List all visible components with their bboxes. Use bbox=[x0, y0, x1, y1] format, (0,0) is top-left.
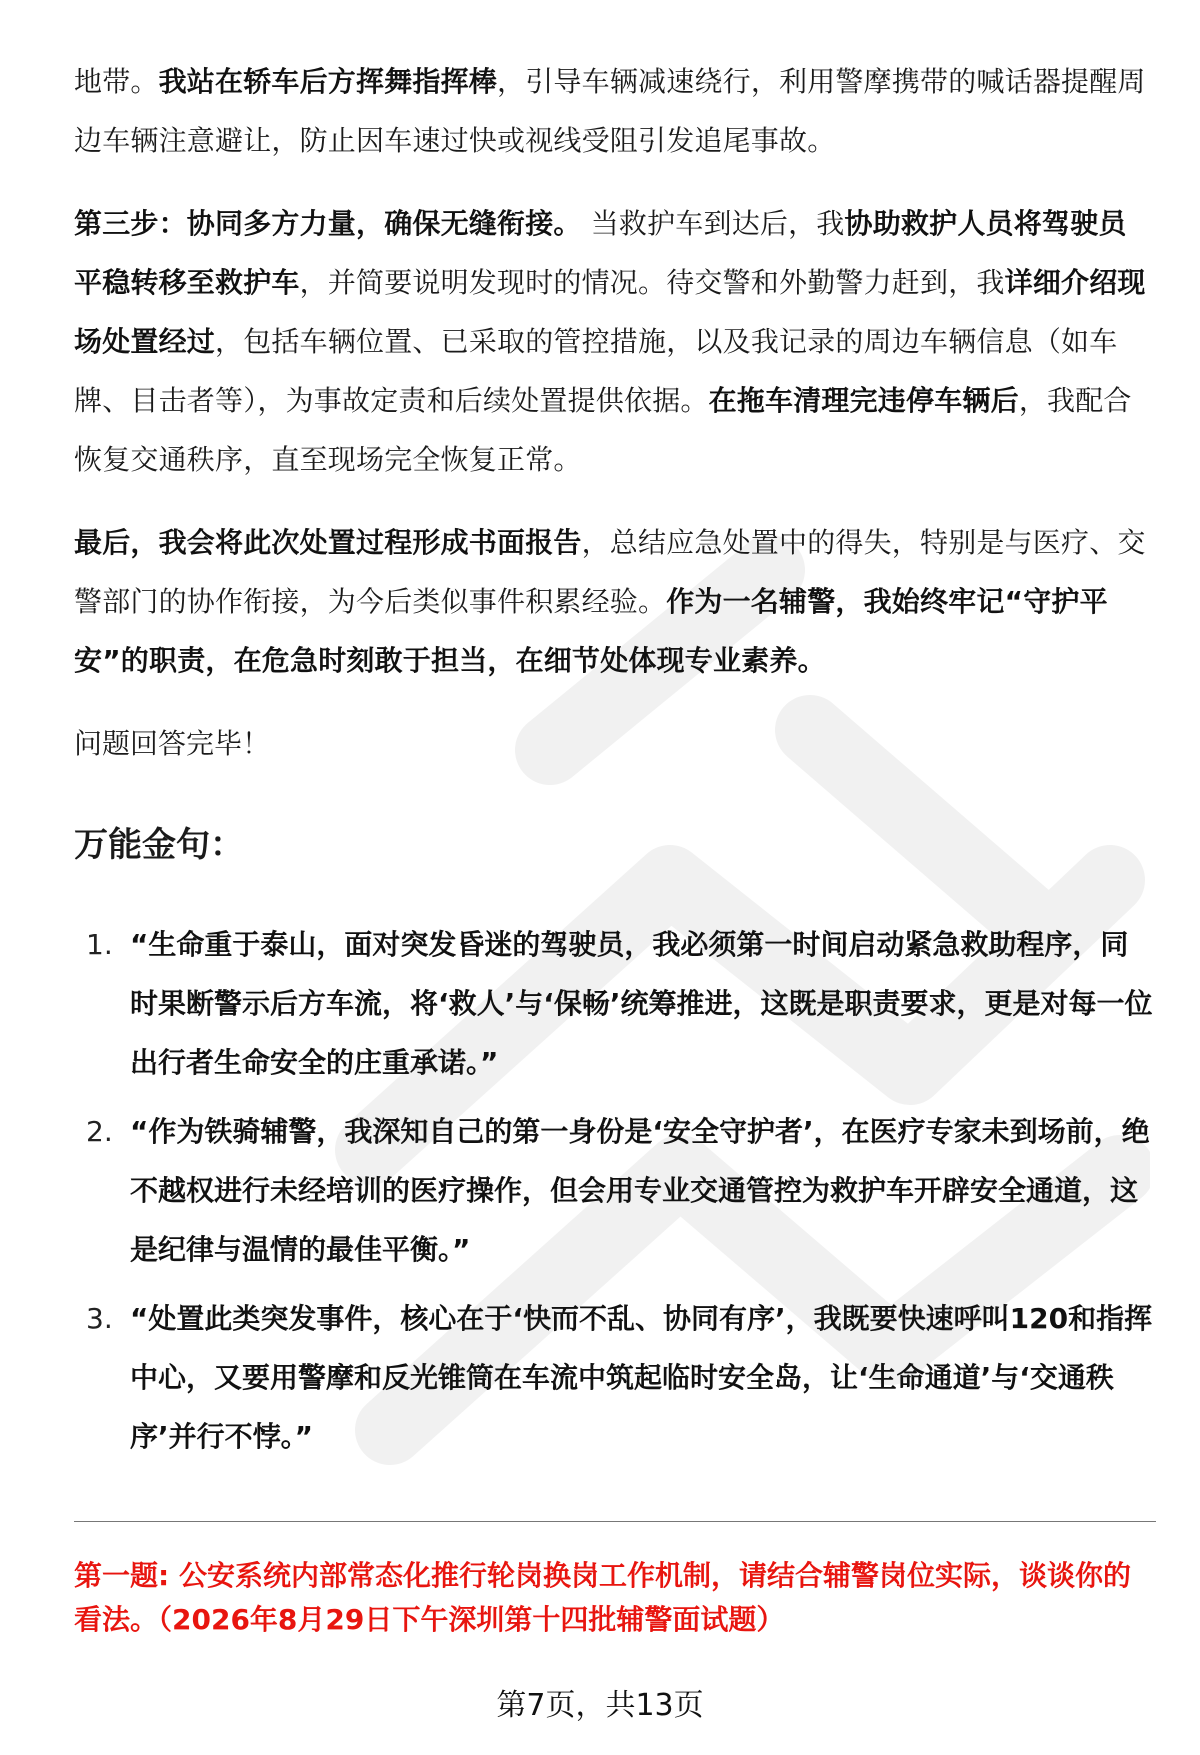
text-span: ，我配合恢复交通秩序，直至现场完全恢复正常。 bbox=[74, 384, 1132, 476]
list-item-text: “作为铁骑辅警，我深知自己的第一身份是‘安全守护者’，在医疗专家未到场前，绝不越权进行未经培训的医疗操作，但会用专业交通管控为救护车开辟安全通道，这是纪律与温情的最佳平衡。” bbox=[130, 1115, 1150, 1266]
text-span: ，包括车辆位置、已采取的管控措施，以及我记录的周边车辆信息（如车牌、目击者等），为事故定责和后续处置提供依据。 bbox=[74, 325, 1118, 417]
list-item-number: 3. bbox=[86, 1302, 113, 1335]
bold-text-span: 最后，我会将此次处置过程形成书面报告 bbox=[74, 526, 582, 559]
list-item-text: “处置此类突发事件，核心在于‘快而不乱、协同有序’，我既要快速呼叫120和指挥中心，又要用警摩和反光锥筒在车流中筑起临时安全岛，让‘生命通道’与‘交通秩序’并行不悖。” bbox=[130, 1302, 1153, 1453]
bold-text-span: 第三步：协同多方力量，确保无缝衔接。 bbox=[74, 207, 582, 240]
bold-text-span: 我站在轿车后方挥舞指挥棒 bbox=[158, 65, 498, 98]
list-item bbox=[74, 1289, 1154, 1466]
text-span: ，引导车辆减速绕行，利用警摩携带的喊话器提醒周边车辆注意避让，防止因车速过快或视线受阻引发追尾事故。 bbox=[74, 65, 1146, 157]
list-item bbox=[74, 915, 1154, 1092]
page-number-footer: 第7页，共13页 bbox=[496, 1688, 704, 1723]
paragraph-finally bbox=[74, 513, 1154, 690]
list-item bbox=[74, 1102, 1154, 1279]
closing-line: 问题回答完毕！ bbox=[74, 727, 271, 760]
list-item-number: 1. bbox=[86, 928, 113, 961]
list-item-text: “生命重于泰山，面对突发昏迷的驾驶员，我必须第一时间启动紧急救助程序，同时果断警示后方车流，将‘救人’与‘保畅’统筹推进，这既是职责要求，更是对每一位出行者生命安全的庄重承诺。” bbox=[130, 928, 1153, 1079]
text-span: ，并简要说明发现时的情况。待交警和外勤警力赶到，我 bbox=[299, 266, 1005, 299]
section-divider bbox=[74, 1521, 1156, 1522]
list-item-number: 2. bbox=[86, 1115, 113, 1148]
golden-sentences-heading: 万能金句： bbox=[74, 825, 244, 865]
main-content bbox=[74, 52, 1154, 1476]
bold-text-span: 协助救护人员将驾驶员平稳转移至救护车 bbox=[74, 207, 1127, 299]
text-span: 地带。 bbox=[74, 65, 159, 98]
text-span: 当救护车到达后，我 bbox=[581, 207, 845, 240]
paragraph-step-three bbox=[74, 194, 1154, 489]
golden-sentences-list bbox=[74, 915, 1154, 1466]
bold-text-span: 详细介绍现场处置经过 bbox=[74, 266, 1146, 358]
bold-text-span: 作为一名辅警，我始终牢记“守护平安”的职责，在危急时刻敢于担当，在细节处体现专业素养。 bbox=[74, 585, 1108, 677]
next-question-title: 第一题: 公安系统内部常态化推行轮岗换岗工作机制，请结合辅警岗位实际，谈谈你的看法。（2026年8月29日下午深圳第十四批辅警面试题） bbox=[74, 1559, 1131, 1636]
paragraph-step-two-end bbox=[74, 52, 1154, 170]
text-span: ，总结应急处置中的得失，特别是与医疗、交警部门的协作衔接，为今后类似事件积累经验。 bbox=[74, 526, 1146, 618]
bold-text-span: 在拖车清理完违停车辆后 bbox=[708, 384, 1019, 417]
